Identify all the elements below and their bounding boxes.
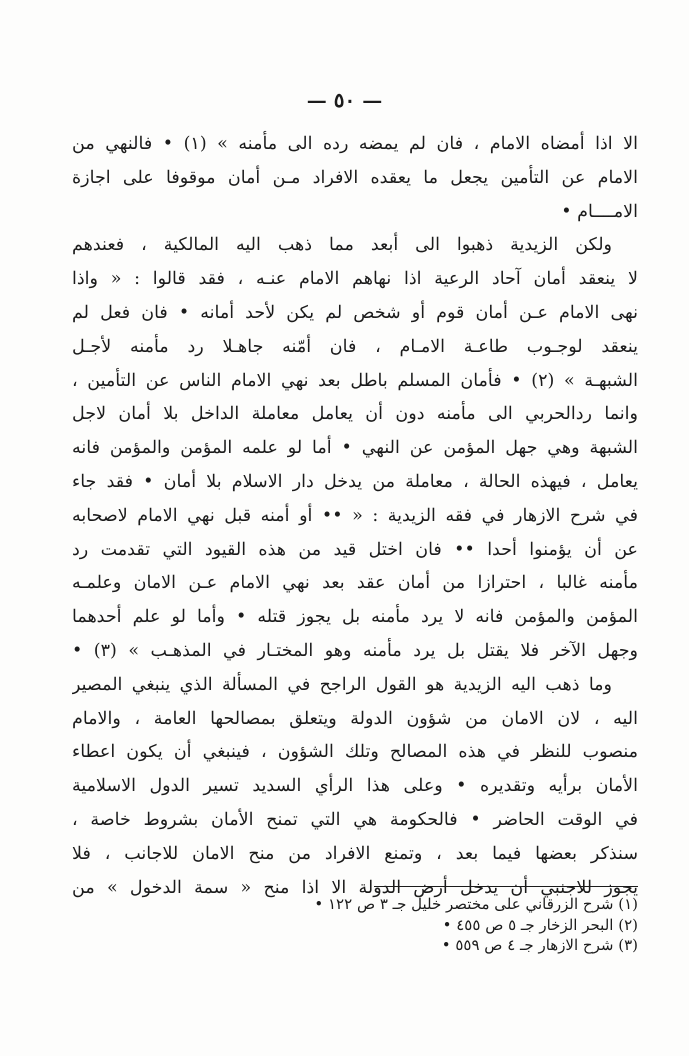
text-line: في الوقت الحاضر • فالحكومة هي التي تمنح الأمان بشروط خاصة ، xyxy=(72,809,638,830)
footnote-divider xyxy=(374,886,638,887)
text-line: المؤمن والمؤمن فانه لا يرد مأمنه بل يجوز قتله • وأما لو علم أحدهما xyxy=(72,607,638,628)
footnote: (٢) البحر الزخار جـ ٥ ص ٤٥٥ • xyxy=(442,915,638,934)
text-line: الشبهـة » (٢) • فأمان المسلم باطل بعد نهي الامام الناس عن التأمين ، xyxy=(72,370,638,391)
text-line: ينعقد لوجـوب طاعـة الامـام ، فان أمّنه جاهـلا رد مأمنه لأجـل xyxy=(72,336,638,357)
text-line: الامام عن التأمين يجعل ما يعقده الافراد مـن أمان موقوفا على اجازة xyxy=(72,167,638,188)
footnote: (٣) شرح الازهار جـ ٤ ص ٥٥٩ • xyxy=(441,936,638,954)
text-line: عن أن يؤمنوا أحدا •• فان اختل قيد من هذه القيود التي تقدمت رد xyxy=(72,539,638,560)
text-line: ولكن الزيدية ذهبوا الى أبعد مما ذهب اليه المالكية ، فعندهم xyxy=(72,235,612,256)
footnote: (١) شرح الزرقاني على مختصر خليل جـ ٣ ص ١٢٢ • xyxy=(314,895,638,913)
text-line: وما ذهب اليه الزيدية هو القول الراجح في المسألة الذي ينبغي المصير xyxy=(72,674,612,695)
text-line: الامــــام • xyxy=(561,201,638,222)
footnotes xyxy=(78,894,638,956)
text-line: سنذكر بعضها فيما بعد ، وتمنع الافراد من منح الامان للاجانب ، فلا xyxy=(72,843,638,864)
page-number: — ٥٠ — xyxy=(306,88,383,112)
text-line: اليه ، لان الامان من شؤون الدولة ويتعلق بمصالحها العامة ، والامام xyxy=(72,708,638,729)
text-line: يعامل ، فيهذه الحالة ، معاملة من يدخل دار الاسلام بلا أمان • فقد جاء xyxy=(72,471,638,492)
text-line: الأمان برأيه وتقديره • وعلى هذا الرأي السديد تسير الدول الاسلامية xyxy=(72,776,638,797)
text-line: في شرح الازهار في فقه الزيدية : « •• أو أمنه قبل نهي الامام لاصحابه xyxy=(72,505,638,526)
text-line: لا ينعقد أمان آحاد الرعية اذا نهاهم الامام عنـه ، فقد قالوا : « واذا xyxy=(72,269,638,290)
text-line: نهى الامام عـن أمان قوم أو شخص لم يكن لأحد أمانه • فان فعل لم xyxy=(72,302,638,323)
text-line: وجهل الآخر فلا يقتل بل يرد مأمنه وهو المختـار في المذهـب » (٣) • xyxy=(72,640,638,661)
text-line: وانما ردالحربي الى مأمنه دون أن يعامل معاملة الداخل بلا أمان لاجل xyxy=(72,404,638,425)
text-line: مأمنه غالبا ، احترازا من أمان عقد بعد نهي الامام عـن الامان وعلمـه xyxy=(72,573,638,594)
text-line: الشبهة وهي جهل المؤمن عن النهي • أما لو علمه المؤمن والمؤمن فانه xyxy=(72,438,638,459)
body-text xyxy=(72,128,638,905)
text-line: يجوز للاجنبي أن يدخل أرض الدولة الا اذا منح « سمة الدخول » من xyxy=(72,877,638,898)
text-line: الا اذا أمضاه الامام ، فان لم يمضه رده الى مأمنه » (١) • فالنهي من xyxy=(72,134,638,154)
text-line: منصوب للنظر في هذه المصالح وتلك الشؤون ، فينبغي أن يكون اعطاء xyxy=(72,742,638,763)
